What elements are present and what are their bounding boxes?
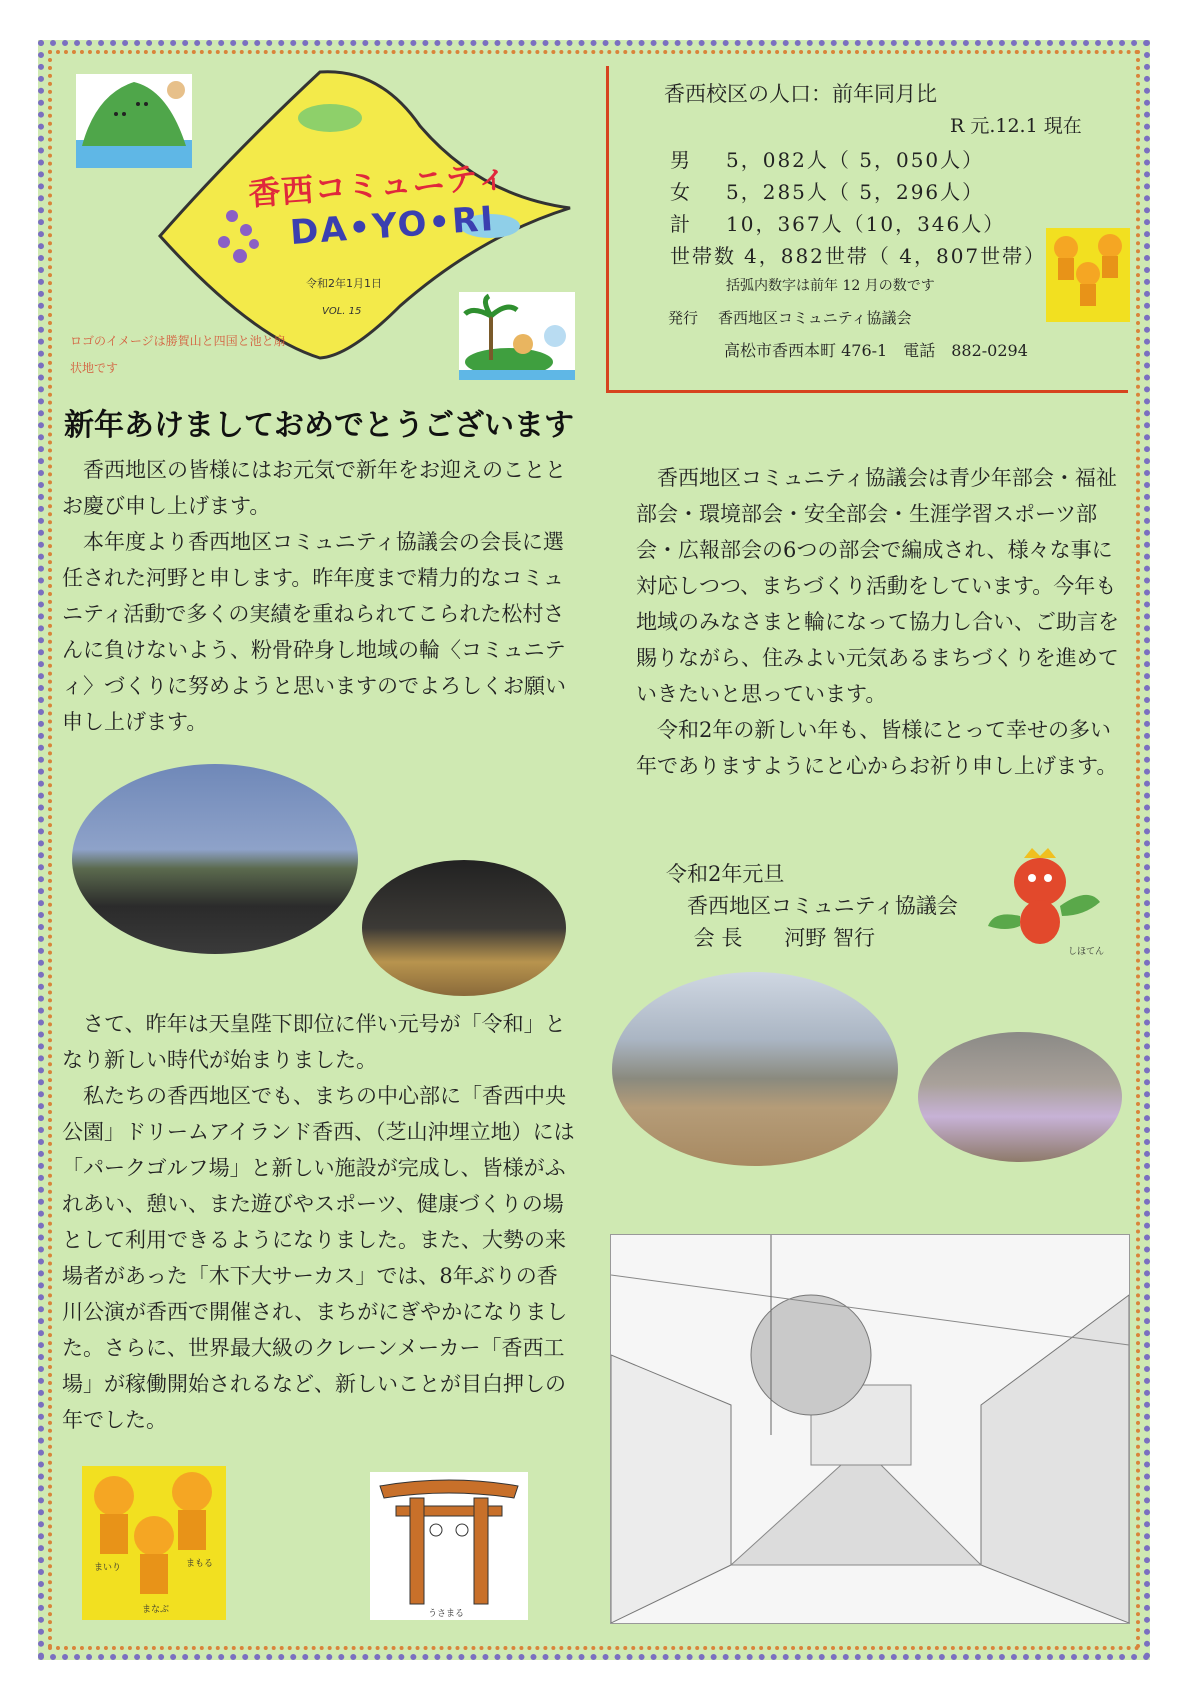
old-street-sketch-image bbox=[610, 1234, 1130, 1624]
mountain-mascot-image bbox=[76, 74, 192, 168]
population-label: 世帯数 bbox=[670, 244, 736, 268]
publisher-address: 高松市香西本町 476-1 電話 882-0294 bbox=[724, 341, 1028, 360]
jizo-caption-mamoru: まもる bbox=[186, 1559, 214, 1569]
signature-block bbox=[666, 858, 958, 954]
population-value: 4，882世帯（ 4，807世帯） bbox=[744, 244, 1047, 268]
population-table bbox=[670, 144, 1046, 272]
jizo-caption-manabu: まなぶ bbox=[142, 1605, 170, 1615]
school-patrol-car-photo bbox=[612, 972, 898, 1166]
jizo-caption-mairi: まいり bbox=[94, 1563, 122, 1573]
population-label: 女 bbox=[670, 180, 692, 204]
population-label: 男 bbox=[670, 148, 692, 172]
jizo-mascots-small-image bbox=[1046, 228, 1130, 322]
usamaru-torii-mascot-image bbox=[370, 1472, 528, 1620]
population-note: 括弧内数字は前年 12 月の数です bbox=[726, 278, 935, 294]
article-paragraph: 令和2年の新しい年も、皆様にとって幸せの多い年でありますようにと心からお祈り申し上げます。 bbox=[636, 718, 1118, 778]
logo-title: 香西コミュニティ bbox=[247, 156, 510, 214]
festival-crowd-photo bbox=[72, 764, 358, 954]
publisher-name: 香西地区コミュニティ協議会 bbox=[718, 309, 912, 327]
mascot-caption: しほてん bbox=[1068, 947, 1105, 957]
population-value: 10，367人（10，346人） bbox=[726, 212, 1006, 236]
logo-note: ロゴのイメージは勝賀山と四国と池と扇状地です bbox=[70, 334, 286, 375]
header-divider-horizontal bbox=[606, 390, 1128, 393]
police-event-photo bbox=[362, 860, 566, 996]
population-label: 計 bbox=[670, 212, 692, 236]
logo-volume: VOL. 15 bbox=[322, 306, 362, 317]
population-row-male bbox=[670, 144, 1046, 176]
article-paragraph: 本年度より香西地区コミュニティ協議会の会長に選任された河野と申します。昨年度まで精力的なコミュニティ活動で多くの実績を重ねられてこられた松村さんに負けないよう、粉骨砕身し地域の輪〈コミュニティ〉づくりに努めようと思いますのでよろしくお願い申し上げます。 bbox=[62, 530, 566, 734]
signature-name: 会 長 河野 智行 bbox=[666, 926, 876, 950]
signature-date: 令和2年元旦 bbox=[666, 862, 785, 886]
header-divider-vertical bbox=[606, 66, 609, 392]
article-paragraph: さて、昨年は天皇陛下即位に伴い元号が「令和」となり新しい時代が始まりました。 bbox=[62, 1012, 566, 1072]
shiboten-mascot-image bbox=[984, 846, 1106, 960]
article-headline: 新年あけましておめでとうございます bbox=[64, 408, 574, 443]
signature-organization: 香西地区コミュニティ協議会 bbox=[666, 894, 958, 918]
torii-caption: うさまる bbox=[428, 1609, 465, 1619]
article-right-column bbox=[636, 460, 1128, 784]
population-value: 5，285人（ 5，296人） bbox=[726, 180, 985, 204]
volunteers-desk-photo bbox=[918, 1032, 1122, 1162]
article-left-column-continued bbox=[62, 1006, 577, 1438]
population-row-female bbox=[670, 176, 1046, 208]
jizo-mascots-image bbox=[82, 1466, 226, 1620]
population-value: 5，082人（ 5，050人） bbox=[726, 148, 985, 172]
population-as-of: R 元.12.1 現在 bbox=[950, 115, 1082, 137]
article-left-column bbox=[62, 452, 577, 740]
article-paragraph: 私たちの香西地区でも、まちの中心部に「香西中央公園」ドリームアイランド香西、（芝山沖埋立地）には「パークゴルフ場」と新しい施設が完成し、皆様がふれあい、憩い、また遊びやスポーツ、健康づくりの場として利用できるようになりました。また、大勢の来場者があった「木下大サーカス」では、8年ぶりの香川公演が香西で開催され、まちがにぎやかになりました。さらに、世界最大級のクレーンメーカー「香西工場」が稼働開始されるなど、新しいことが目白押しの年でした。 bbox=[62, 1084, 575, 1432]
logo-subtitle: DA•YO•RI bbox=[288, 198, 497, 254]
article-paragraph: 香西地区コミュニティ協議会は青少年部会・福祉部会・環境部会・安全部会・生涯学習スポーツ部会・広報部会の6つの部会で編成され、様々な事に対応しつつ、まちづくり活動をしています。今年も地域のみなさまと輪になって協力し合い、ご助言を賜りながら、住みよい元気あるまちづくりを進めていきたいと思っています。 bbox=[636, 466, 1119, 706]
population-row-households bbox=[670, 240, 1046, 272]
island-mascot-image bbox=[459, 292, 575, 380]
publisher-label: 発行 bbox=[668, 309, 699, 327]
population-row-total bbox=[670, 208, 1046, 240]
article-paragraph: 香西地区の皆様にはお元気で新年をお迎えのこととお慶び申し上げます。 bbox=[62, 458, 566, 518]
population-title: 香西校区の人口：前年同月比 bbox=[664, 82, 937, 106]
logo-date: 令和2年1月1日 bbox=[306, 277, 382, 290]
